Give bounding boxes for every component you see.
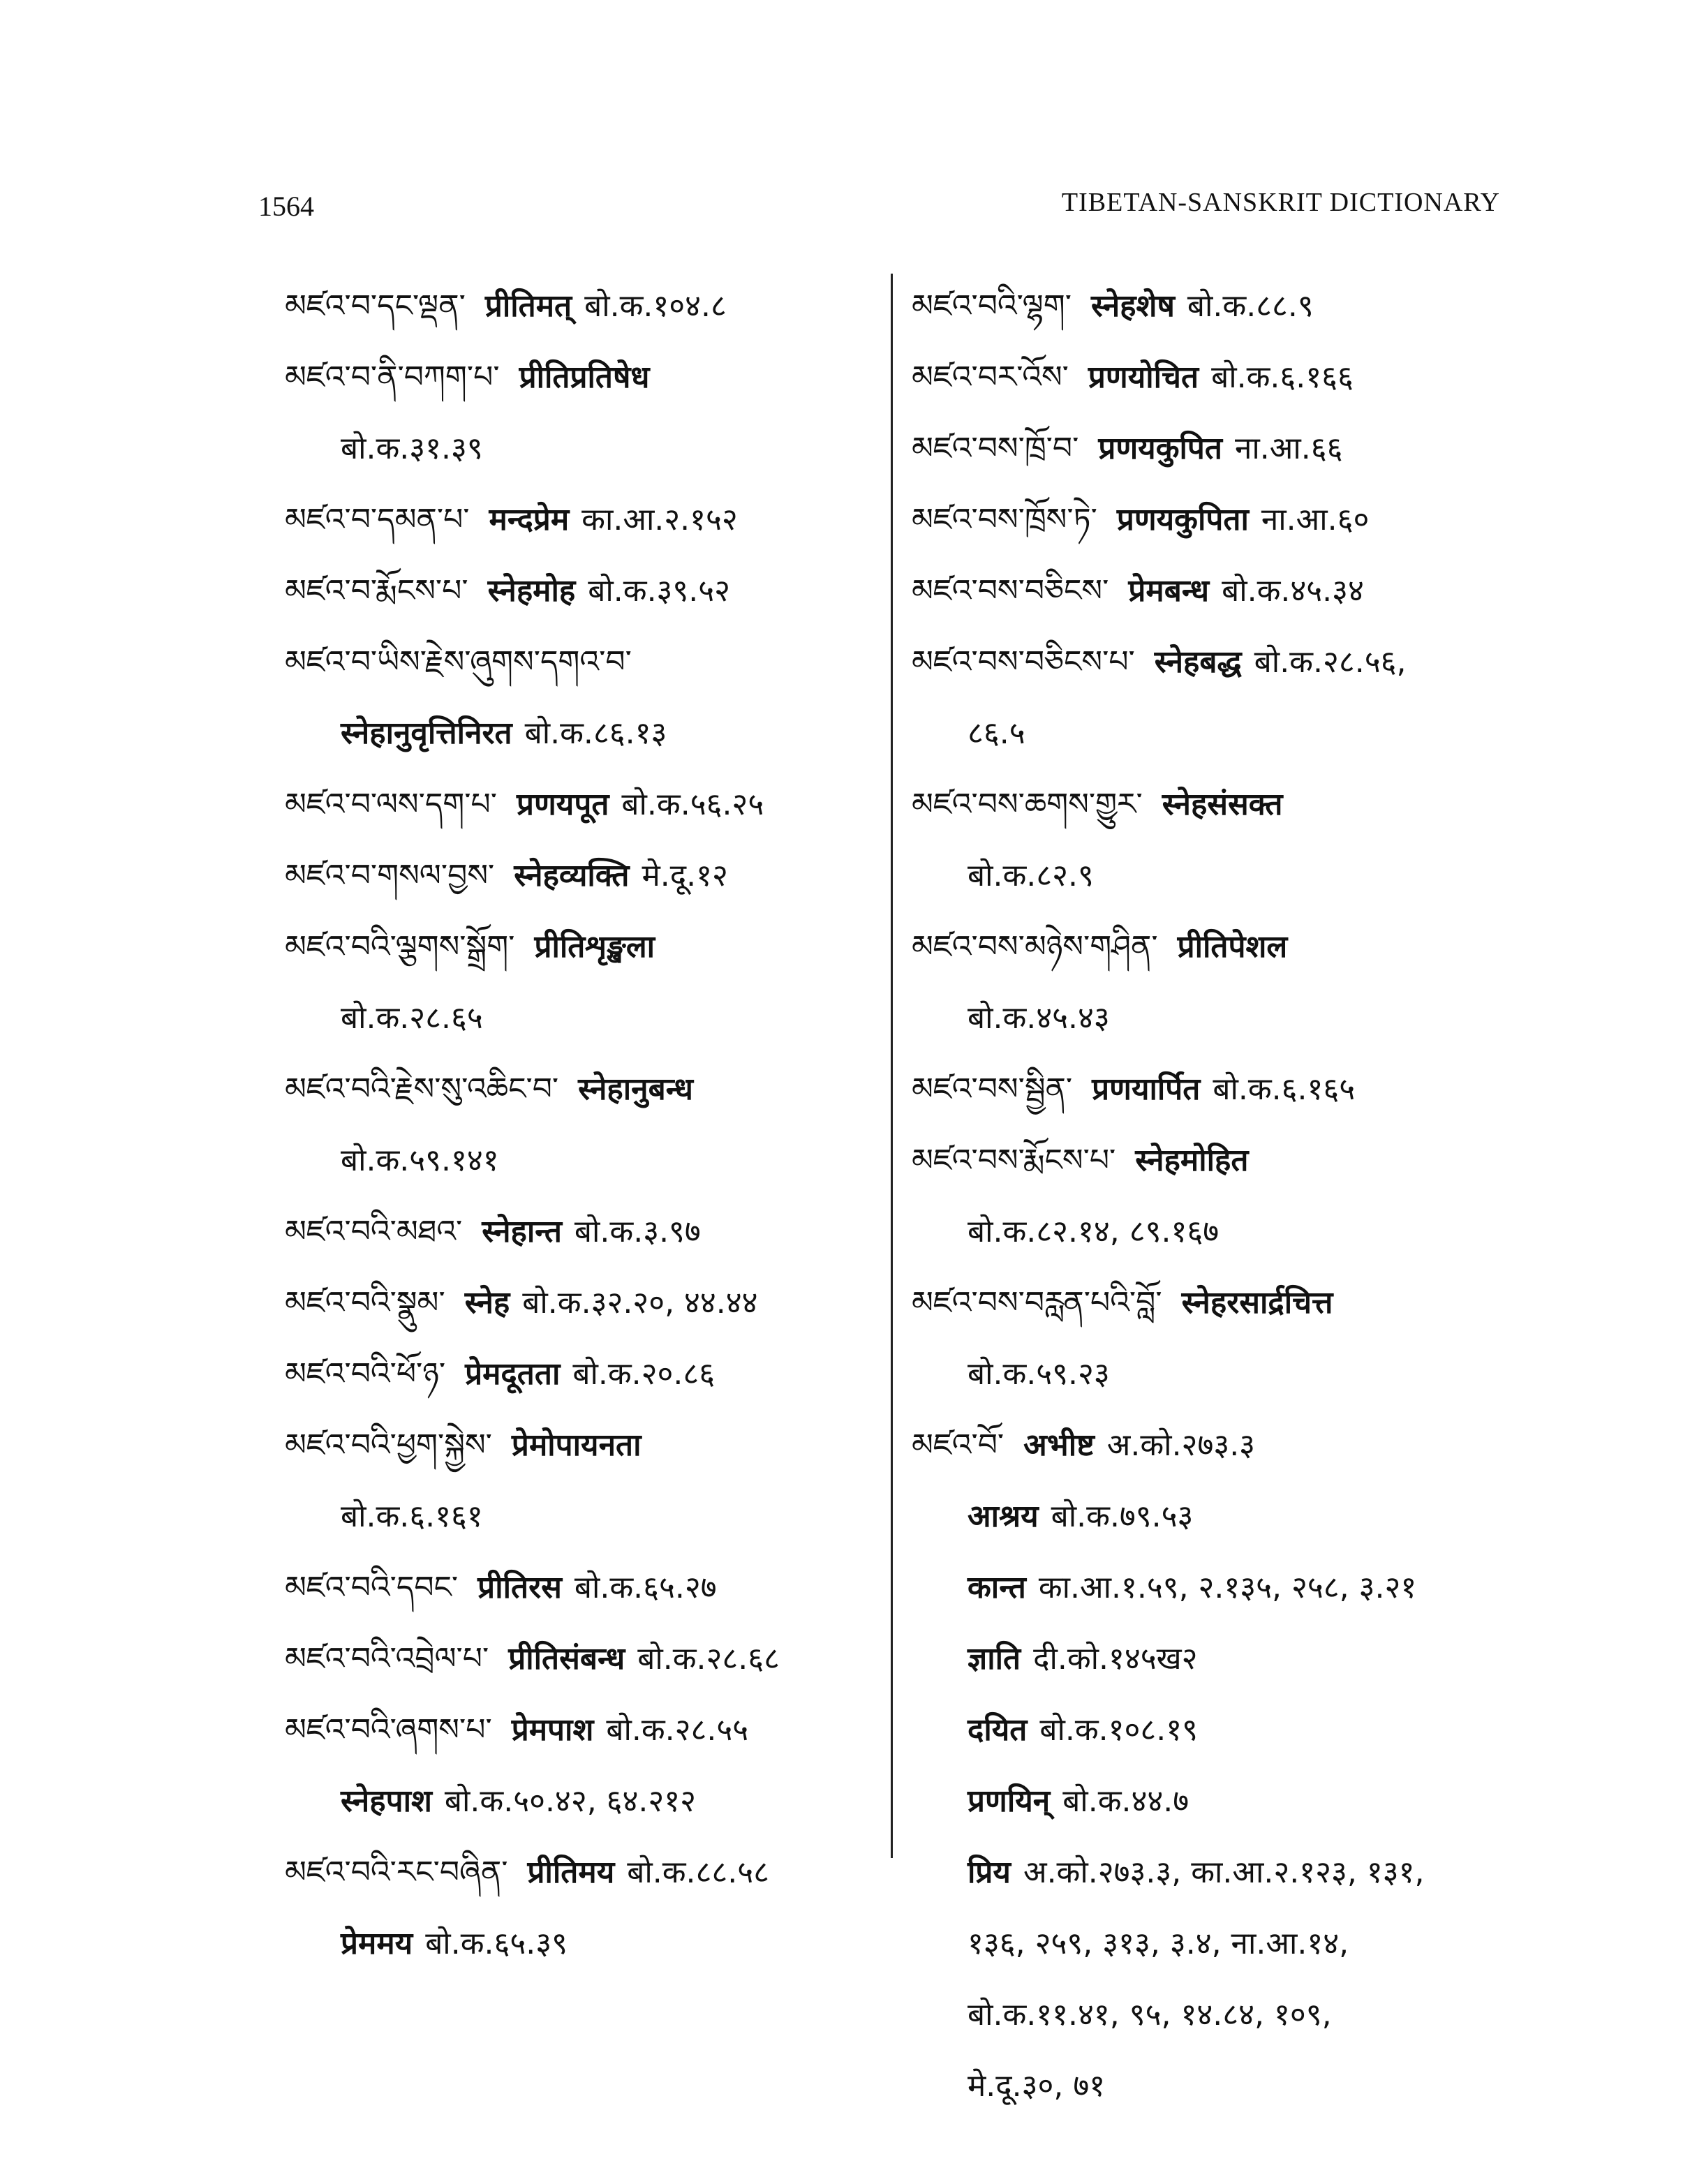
- dictionary-line: [912, 1339, 1526, 1410]
- sanskrit-equivalent: प्रणयिन्: [968, 1783, 1051, 1819]
- tibetan-headword: མཛའ་བ་དང་ལྡན་: [285, 288, 466, 324]
- source-reference: मे.दू.३०, ७१: [968, 2068, 1106, 2104]
- sanskrit-equivalent: कान्त: [968, 1570, 1026, 1605]
- sanskrit-equivalent: प्रीतिशृङ्खला: [534, 929, 655, 965]
- dictionary-line: [285, 556, 871, 627]
- source-reference: दी.को.१४५ख२: [1033, 1641, 1198, 1677]
- source-reference: बो.क.११.४१, ९५, १४.८४, १०९,: [968, 1997, 1332, 2033]
- source-reference: बो.क.२८.५६,: [1254, 644, 1407, 680]
- dictionary-line: [912, 1268, 1526, 1339]
- source-reference: बो.क.४५.४३: [968, 1000, 1110, 1036]
- dictionary-line: [285, 342, 871, 413]
- tibetan-headword: མཛའ་བར་འོས་: [912, 359, 1069, 395]
- sanskrit-equivalent: प्रेमबन्ध: [1128, 573, 1210, 609]
- tibetan-headword: མཛའ་བས་སྦྱིན་: [912, 1071, 1073, 1107]
- tibetan-headword: མཛའ་བ་དམན་པ་: [285, 502, 470, 537]
- dictionary-line: [912, 1410, 1526, 1481]
- source-reference: बो.क.६५.२७: [574, 1570, 717, 1605]
- sanskrit-equivalent: प्रेमदूतता: [465, 1356, 561, 1392]
- tibetan-headword: མཛའ་བའི་ཕོ་ཉ་: [285, 1356, 446, 1392]
- dictionary-line: [285, 627, 871, 698]
- sanskrit-equivalent: स्नेहानुबन्ध: [578, 1071, 693, 1107]
- sanskrit-equivalent: आश्रय: [968, 1499, 1039, 1534]
- source-reference: बो.क.६.१६६: [1211, 359, 1354, 395]
- dictionary-line: [912, 271, 1526, 342]
- source-reference: का.आ.१.५९, २.१३५, २५८, ३.२१: [1038, 1570, 1417, 1605]
- source-reference: अ.को.२७३.३, का.आ.२.१२३, १३१,: [1023, 1855, 1425, 1890]
- dictionary-line: [912, 627, 1526, 698]
- source-reference: बो.क.३.९७: [574, 1214, 701, 1249]
- dictionary-line: [912, 1979, 1526, 2051]
- source-reference: बो.क.८२.१४, ८९.१६७: [968, 1214, 1220, 1249]
- source-reference: बो.क.५६.२५: [621, 787, 764, 822]
- source-reference: ना.आ.६०: [1261, 502, 1370, 537]
- sanskrit-equivalent: प्रीतिसंबन्ध: [508, 1641, 625, 1677]
- tibetan-headword: མཛའ་བ་གསལ་བྱས་: [285, 858, 495, 893]
- sanskrit-equivalent: प्रेममय: [341, 1926, 413, 1961]
- dictionary-line: [912, 556, 1526, 627]
- sanskrit-equivalent: स्नेहान्त: [482, 1214, 562, 1249]
- dictionary-line: [912, 983, 1526, 1054]
- tibetan-headword: མཛའ་བ་ནི་བཀག་པ་: [285, 359, 500, 395]
- dictionary-line: [285, 1908, 871, 1979]
- source-reference: ८६.५: [968, 715, 1025, 751]
- dictionary-line: [285, 1410, 871, 1481]
- tibetan-headword: མཛའ་བས་བཅིངས་པ་: [912, 644, 1135, 680]
- tibetan-headword: མཛའ་བའི་ལྷག་: [912, 288, 1072, 324]
- sanskrit-equivalent: प्रणयकुपित: [1098, 431, 1222, 466]
- source-reference: बो.क.८२.९: [968, 858, 1094, 893]
- source-reference: बो.क.८६.१३: [524, 715, 667, 751]
- dictionary-line: [285, 1552, 871, 1624]
- sanskrit-equivalent: प्रीतिप्रतिषेध: [519, 359, 650, 395]
- tibetan-headword: མཛའ་བས་བཅིངས་: [912, 573, 1109, 609]
- source-reference: बो.क.१०८.१९: [1039, 1712, 1199, 1748]
- dictionary-line: [912, 2051, 1526, 2122]
- dictionary-line: [912, 1837, 1526, 1908]
- source-reference: बो.क.२०.८६: [572, 1356, 716, 1392]
- source-reference: बो.क.१०४.८: [584, 288, 727, 324]
- sanskrit-equivalent: स्नेहव्यक्ति: [514, 858, 630, 893]
- source-reference: बो.क.३९.५२: [588, 573, 731, 609]
- sanskrit-equivalent: स्नेहशेष: [1090, 288, 1175, 324]
- sanskrit-equivalent: प्रणयपूत: [516, 787, 609, 822]
- source-reference: बो.क.२८.६५: [341, 1000, 483, 1036]
- dictionary-line: [285, 912, 871, 983]
- tibetan-headword: མཛའ་བས་བརླན་པའི་བློ་: [912, 1285, 1162, 1321]
- sanskrit-equivalent: प्रीतिरस: [477, 1570, 562, 1605]
- sanskrit-equivalent: स्नेहानुवृत्तिनिरत: [341, 715, 512, 751]
- tibetan-headword: མཛའ་བའི་འབྲེལ་པ་: [285, 1641, 489, 1677]
- source-reference: बो.क.२८.६८: [637, 1641, 780, 1677]
- dictionary-line: [912, 484, 1526, 556]
- source-reference: बो.क.३२.२०, ४४.४४: [522, 1285, 758, 1321]
- tibetan-headword: མཛའ་བས་ཆགས་གྱུར་: [912, 787, 1143, 822]
- sanskrit-equivalent: स्नेहपाश: [341, 1783, 432, 1819]
- source-reference: १३६, २५९, ३१३, ३.४, ना.आ.१४,: [968, 1926, 1349, 1961]
- sanskrit-equivalent: स्नेहबद्ध: [1154, 644, 1242, 680]
- source-reference: बो.क.६.१६१: [341, 1499, 483, 1534]
- source-reference: बो.क.५९.१४१: [341, 1143, 499, 1178]
- left-column: [285, 271, 871, 1979]
- tibetan-headword: མཛའ་བ་ཡིས་རྗེས་ཞུགས་དགའ་བ་: [285, 644, 632, 680]
- source-reference: अ.को.२७३.३: [1106, 1427, 1256, 1463]
- dictionary-line: [285, 840, 871, 912]
- dictionary-line: [912, 1552, 1526, 1624]
- tibetan-headword: མཛའ་བའི་རང་བཞིན་: [285, 1855, 508, 1890]
- sanskrit-equivalent: अभीष्ट: [1023, 1427, 1095, 1463]
- dictionary-line: [285, 983, 871, 1054]
- dictionary-line: [912, 1196, 1526, 1268]
- dictionary-line: [285, 1268, 871, 1339]
- tibetan-headword: མཛའ་བའི་ཕྱག་སྐྱེས་: [285, 1427, 492, 1463]
- dictionary-line: [912, 1908, 1526, 1979]
- dictionary-line: [285, 271, 871, 342]
- source-reference: ना.आ.६६: [1234, 431, 1343, 466]
- tibetan-headword: མཛའ་བའི་རྗེས་སུ་འཆིང་བ་: [285, 1071, 559, 1107]
- tibetan-headword: མཛའ་བའི་སྣུམ་: [285, 1285, 445, 1321]
- sanskrit-equivalent: प्रीतिमय: [527, 1855, 615, 1890]
- source-reference: बो.क.८८.५८: [627, 1855, 770, 1890]
- source-reference: बो.क.४५.३४: [1222, 573, 1364, 609]
- dictionary-line: [912, 769, 1526, 840]
- sanskrit-equivalent: स्नेहसंसक्त: [1162, 787, 1283, 822]
- sanskrit-equivalent: मन्दप्रेम: [489, 502, 570, 537]
- page-number: 1564: [258, 191, 314, 222]
- source-reference: बो.क.६५.३९: [425, 1926, 568, 1961]
- source-reference: का.आ.२.१५२: [581, 502, 738, 537]
- dictionary-line: [285, 1481, 871, 1552]
- tibetan-headword: མཛའ་བའི་ཞགས་པ་: [285, 1712, 492, 1748]
- dictionary-line: [285, 413, 871, 484]
- dictionary-line: [285, 1766, 871, 1837]
- sanskrit-equivalent: प्रेमोपायनता: [511, 1427, 642, 1463]
- tibetan-headword: མཛའ་བས་ཁྲོས་ཏེ་: [912, 502, 1097, 537]
- column-divider: [891, 274, 893, 1858]
- tibetan-headword: མཛའ་བས་རྨོངས་པ་: [912, 1143, 1116, 1178]
- right-column: [912, 271, 1526, 2122]
- dictionary-line: [912, 1125, 1526, 1196]
- sanskrit-equivalent: स्नेह: [464, 1285, 510, 1321]
- dictionary-line: [285, 1196, 871, 1268]
- sanskrit-equivalent: प्रेमपाश: [511, 1712, 594, 1748]
- sanskrit-equivalent: प्रीतिमत्: [484, 288, 572, 324]
- dictionary-line: [912, 1054, 1526, 1125]
- tibetan-headword: མཛའ་བས་ཁྲོ་བ་: [912, 431, 1079, 466]
- dictionary-line: [912, 1766, 1526, 1837]
- dictionary-line: [912, 912, 1526, 983]
- dictionary-line: [285, 1695, 871, 1766]
- dictionary-line: [285, 1624, 871, 1695]
- tibetan-headword: མཛའ་བ་ལས་དག་པ་: [285, 787, 497, 822]
- source-reference: मे.दू.१२: [642, 858, 728, 893]
- dictionary-line: [912, 698, 1526, 769]
- sanskrit-equivalent: ज्ञाति: [968, 1641, 1021, 1677]
- dictionary-line: [285, 1125, 871, 1196]
- sanskrit-equivalent: प्रणयोचित: [1088, 359, 1199, 395]
- dictionary-line: [285, 698, 871, 769]
- tibetan-headword: མཛའ་བའི་མཐའ་: [285, 1214, 463, 1249]
- tibetan-headword: མཛའ་བོ་: [912, 1427, 1005, 1463]
- source-reference: बो.क.२८.५५: [606, 1712, 749, 1748]
- dictionary-line: [912, 413, 1526, 484]
- sanskrit-equivalent: दयित: [968, 1712, 1028, 1748]
- source-reference: बो.क.५९.२३: [968, 1356, 1110, 1392]
- dictionary-line: [285, 1054, 871, 1125]
- dictionary-line: [285, 484, 871, 556]
- tibetan-headword: མཛའ་བ་རྨོངས་པ་: [285, 573, 468, 609]
- source-reference: बो.क.८८.९: [1187, 288, 1314, 324]
- source-reference: बो.क.४४.७: [1062, 1783, 1189, 1819]
- source-reference: बो.क.५०.४२, ६४.२१२: [444, 1783, 697, 1819]
- dictionary-line: [285, 1339, 871, 1410]
- sanskrit-equivalent: स्नेहमोहित: [1135, 1143, 1249, 1178]
- sanskrit-equivalent: प्रणयकुपिता: [1116, 502, 1249, 537]
- tibetan-headword: མཛའ་བའི་དབང་: [285, 1570, 459, 1605]
- tibetan-headword: མཛའ་བའི་ལྕགས་སྒྲོག་: [285, 929, 515, 965]
- running-title: TIBETAN-SANSKRIT DICTIONARY: [1061, 188, 1500, 217]
- dictionary-line: [912, 1695, 1526, 1766]
- dictionary-line: [912, 1481, 1526, 1552]
- sanskrit-equivalent: प्रणयार्पित: [1092, 1071, 1201, 1107]
- tibetan-headword: མཛའ་བས་མཉེས་གཤིན་: [912, 929, 1158, 965]
- source-reference: बो.क.३१.३९: [341, 431, 483, 466]
- source-reference: बो.क.७९.५३: [1051, 1499, 1194, 1534]
- sanskrit-equivalent: प्रिय: [968, 1855, 1011, 1890]
- sanskrit-equivalent: स्नेहमोह: [487, 573, 576, 609]
- dictionary-line: [285, 769, 871, 840]
- source-reference: बो.क.६.१६५: [1213, 1071, 1356, 1107]
- dictionary-line: [285, 1837, 871, 1908]
- dictionary-line: [912, 1624, 1526, 1695]
- sanskrit-equivalent: प्रीतिपेशल: [1177, 929, 1288, 965]
- sanskrit-equivalent: स्नेहरसार्द्रचित्त: [1181, 1285, 1333, 1321]
- dictionary-line: [912, 840, 1526, 912]
- dictionary-line: [912, 342, 1526, 413]
